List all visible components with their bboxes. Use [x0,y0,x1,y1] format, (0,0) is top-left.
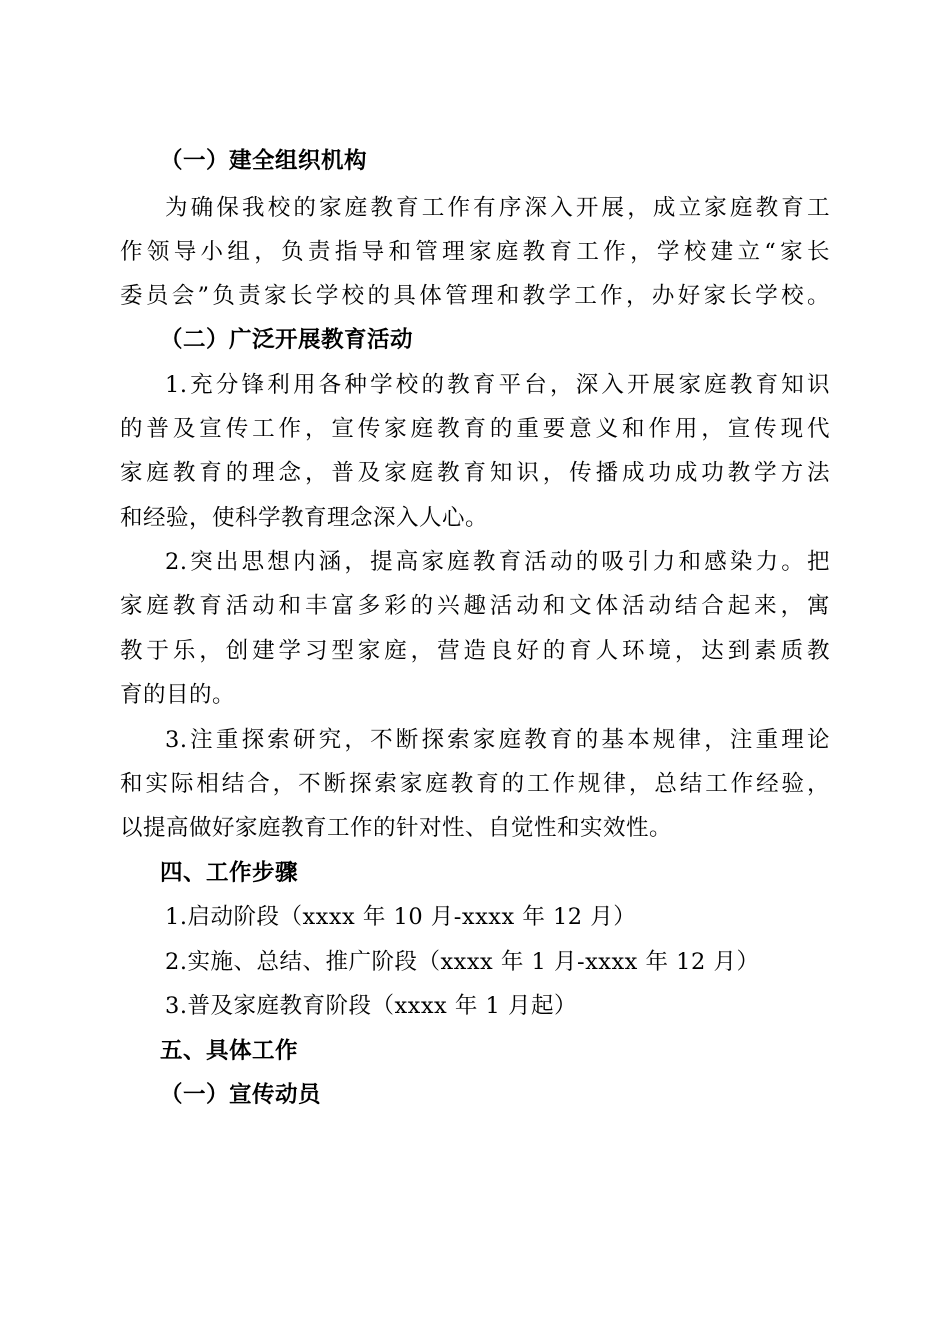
paragraph-line: 以提高做好家庭教育工作的针对性、自觉性和实效性。 [120,815,673,841]
paragraph-line: 和经验，使科学教育理念深入人心。 [120,505,489,531]
paragraph-line: 教于乐，创建学习型家庭，营造良好的育人环境，达到素质教 [120,638,830,664]
paragraph-line: 2.突出思想内涵，提高家庭教育活动的吸引力和感染力。把 [165,549,830,575]
step-item: 1.启动阶段（xxxx 年 10 月-xxxx 年 12 月） [165,904,637,930]
paragraph-line: 和实际相结合，不断探索家庭教育的工作规律，总结工作经验， [120,771,830,797]
paragraph-line: 1.充分锋利用各种学校的教育平台，深入开展家庭教育知识 [165,372,830,398]
step-item: 3.普及家庭教育阶段（xxxx 年 1 月起） [165,993,577,1019]
paragraph-line: 作领导小组，负责指导和管理家庭教育工作，学校建立“家长 [120,239,830,265]
paragraph-line: 的普及宣传工作，宣传家庭教育的重要意义和作用，宣传现代 [120,416,830,442]
paragraph-line: 委员会”负责家长学校的具体管理和教学工作，办好家长学校。 [120,283,830,309]
paragraph-line: 家庭教育的理念，普及家庭教育知识，传播成功成功教学方法 [120,460,830,486]
heading-build-organization: （一）建全组织机构 [160,148,368,174]
paragraph-line: 3.注重探索研究，不断探索家庭教育的基本规律，注重理论 [165,727,830,753]
heading-education-activities: （二）广泛开展教育活动 [160,327,414,353]
step-item: 2.实施、总结、推广阶段（xxxx 年 1 月-xxxx 年 12 月） [165,949,760,975]
paragraph-line: 为确保我校的家庭教育工作有序深入开展，成立家庭教育工 [165,195,830,221]
paragraph-line: 育的目的。 [120,682,236,708]
heading-specific-work: 五、具体工作 [160,1038,299,1064]
heading-work-steps: 四、工作步骤 [160,860,299,886]
paragraph-line: 家庭教育活动和丰富多彩的兴趣活动和文体活动结合起来，寓 [120,593,830,619]
heading-publicity: （一）宣传动员 [160,1082,322,1108]
